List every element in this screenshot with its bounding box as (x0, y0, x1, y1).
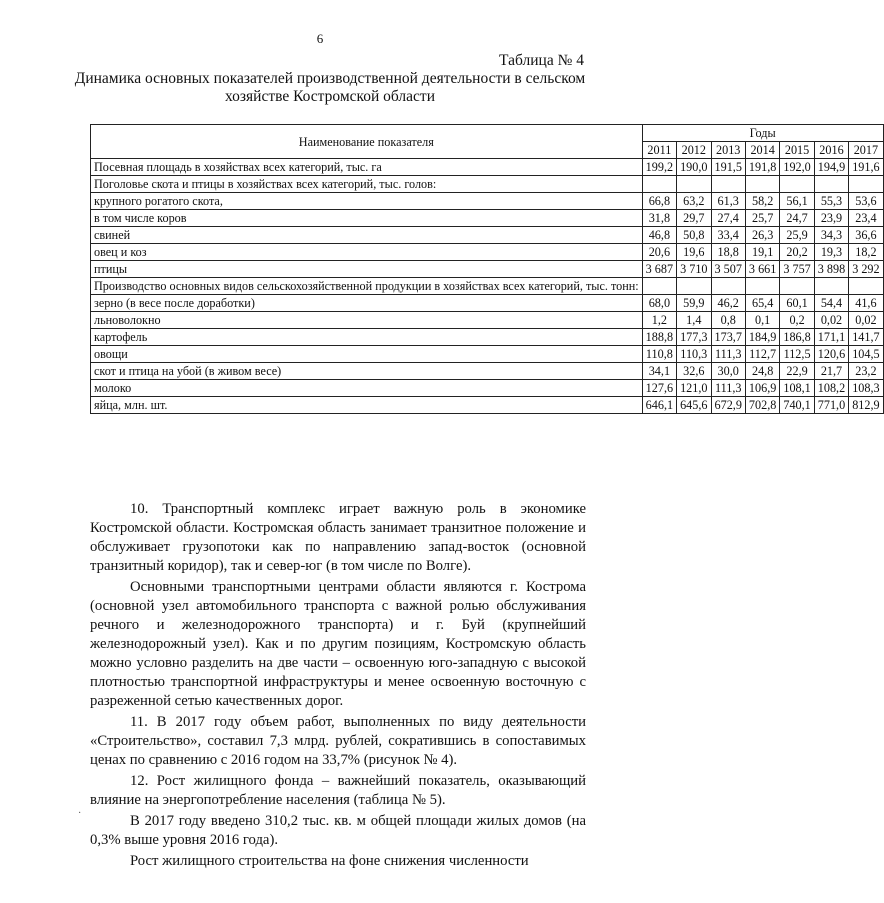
value-cell (677, 278, 711, 295)
value-cell: 34,1 (642, 363, 676, 380)
indicator-name-cell: яйца, млн. шт. (91, 397, 643, 414)
paragraph: 10. Транспортный комплекс играет важную роль в экономике Костромской области. Костромская область занимает транзитное положение и обслуживает грузопотоки как по направлению запад-восток (основной транзитный коридор), так и север-юг (в том числе по Волге). (90, 501, 586, 574)
value-cell: 68,0 (642, 295, 676, 312)
value-cell: 112,7 (745, 346, 779, 363)
table-body (91, 159, 884, 414)
value-cell: 34,3 (814, 227, 848, 244)
value-cell: 0,02 (849, 312, 883, 329)
paragraph: Рост жилищного строительства на фоне снижения численности (130, 853, 529, 869)
indicator-name-cell: овощи (91, 346, 643, 363)
value-cell: 1,4 (677, 312, 711, 329)
table-row (91, 363, 884, 380)
year-header-cell: 2013 (711, 142, 745, 159)
body-text (90, 500, 586, 873)
value-cell: 33,4 (711, 227, 745, 244)
value-cell (814, 176, 848, 193)
year-header-cell: 2017 (849, 142, 883, 159)
table-row (91, 176, 884, 193)
value-cell: 21,7 (814, 363, 848, 380)
value-cell: 171,1 (814, 329, 848, 346)
value-cell: 59,9 (677, 295, 711, 312)
value-cell: 702,8 (745, 397, 779, 414)
value-cell: 141,7 (849, 329, 883, 346)
indicator-name-cell: в том числе коров (91, 210, 643, 227)
value-cell: 3 757 (780, 261, 814, 278)
indicator-name-cell: молоко (91, 380, 643, 397)
value-cell: 66,8 (642, 193, 676, 210)
value-cell: 120,6 (814, 346, 848, 363)
value-cell: 19,6 (677, 244, 711, 261)
value-cell (780, 176, 814, 193)
value-cell: 0,8 (711, 312, 745, 329)
value-cell: 23,2 (849, 363, 883, 380)
value-cell: 53,6 (849, 193, 883, 210)
indicator-name-cell: Поголовье скота и птицы в хозяйствах всех категорий, тыс. голов: (91, 176, 643, 193)
table-row (91, 346, 884, 363)
value-cell: 191,6 (849, 159, 883, 176)
indicator-name-cell: Посевная площадь в хозяйствах всех категорий, тыс. га (91, 159, 643, 176)
value-cell: 26,3 (745, 227, 779, 244)
value-cell: 18,8 (711, 244, 745, 261)
value-cell: 29,7 (677, 210, 711, 227)
value-cell: 127,6 (642, 380, 676, 397)
indicator-name-cell: крупного рогатого скота, (91, 193, 643, 210)
value-cell: 645,6 (677, 397, 711, 414)
indicator-name-cell: картофель (91, 329, 643, 346)
table-row (91, 210, 884, 227)
value-cell: 31,8 (642, 210, 676, 227)
value-cell: 108,3 (849, 380, 883, 397)
value-cell: 3 507 (711, 261, 745, 278)
table-row (91, 227, 884, 244)
value-cell: 646,1 (642, 397, 676, 414)
value-cell: 56,1 (780, 193, 814, 210)
value-cell: 111,3 (711, 346, 745, 363)
value-cell: 104,5 (849, 346, 883, 363)
value-cell: 61,3 (711, 193, 745, 210)
value-cell: 108,1 (780, 380, 814, 397)
value-cell (711, 278, 745, 295)
value-cell: 55,3 (814, 193, 848, 210)
value-cell: 63,2 (677, 193, 711, 210)
value-cell: 3 292 (849, 261, 883, 278)
indicator-name-cell: Производство основных видов сельскохозяйственной продукции в хозяйствах всех категорий, тыс. тонн: (91, 278, 643, 295)
value-cell: 3 710 (677, 261, 711, 278)
table-row (91, 278, 884, 295)
value-cell: 32,6 (677, 363, 711, 380)
year-header-cell: 2011 (642, 142, 676, 159)
paragraph: В 2017 году введено 310,2 тыс. кв. м общей площади жилых домов (на 0,3% выше уровня 2016 года). (90, 813, 586, 848)
value-cell: 54,4 (814, 295, 848, 312)
value-cell: 36,6 (849, 227, 883, 244)
paragraph: 11. В 2017 году объем работ, выполненных по виду деятельности «Строительство», составил 7,3 млрд. рублей, сократившись в сопоставимых ценах по сравнению с 2016 годом на 33,7% (рисунок № 4). (90, 714, 586, 768)
value-cell (780, 278, 814, 295)
table-row (91, 397, 884, 414)
value-cell: 19,3 (814, 244, 848, 261)
value-cell (677, 176, 711, 193)
value-cell: 27,4 (711, 210, 745, 227)
value-cell: 190,0 (677, 159, 711, 176)
value-cell: 22,9 (780, 363, 814, 380)
value-cell: 812,9 (849, 397, 883, 414)
year-header-cell: 2012 (677, 142, 711, 159)
value-cell: 60,1 (780, 295, 814, 312)
value-cell: 186,8 (780, 329, 814, 346)
table-row (91, 244, 884, 261)
value-cell: 672,9 (711, 397, 745, 414)
value-cell: 184,9 (745, 329, 779, 346)
value-cell: 24,8 (745, 363, 779, 380)
value-cell (849, 176, 883, 193)
indicator-name-cell: зерно (в весе после доработки) (91, 295, 643, 312)
indicator-name-cell: скот и птица на убой (в живом весе) (91, 363, 643, 380)
value-cell: 19,1 (745, 244, 779, 261)
value-cell: 25,7 (745, 210, 779, 227)
indicator-name-header: Наименование показателя (91, 125, 643, 159)
value-cell: 58,2 (745, 193, 779, 210)
value-cell: 1,2 (642, 312, 676, 329)
value-cell: 191,5 (711, 159, 745, 176)
value-cell: 111,3 (711, 380, 745, 397)
paragraph: Основными транспортными центрами области являются г. Кострома (основной узел автомобильного транспорта с важной ролью обслуживания речного и железнодорожного транспорта) и г. Буй (крупнейший железнодорожный узел). Как и по другим позициям, Костромскую область можно условно разделить на две части – освоенную юго-западную с высокой плотностью транспортной инфраструктуры и менее освоенную восточную с разреженной сетью качественных дорог. (90, 579, 586, 709)
value-cell: 23,9 (814, 210, 848, 227)
value-cell: 0,02 (814, 312, 848, 329)
table-row (91, 261, 884, 278)
table-label: Таблица № 4 (499, 52, 584, 69)
value-cell: 740,1 (780, 397, 814, 414)
value-cell: 18,2 (849, 244, 883, 261)
value-cell: 0,2 (780, 312, 814, 329)
value-cell: 108,2 (814, 380, 848, 397)
value-cell (849, 278, 883, 295)
value-cell: 121,0 (677, 380, 711, 397)
table-row (91, 159, 884, 176)
value-cell: 3 898 (814, 261, 848, 278)
agriculture-indicators-table (90, 124, 884, 414)
margin-mark: · (78, 808, 82, 819)
table-row (91, 329, 884, 346)
value-cell: 188,8 (642, 329, 676, 346)
value-cell: 25,9 (780, 227, 814, 244)
value-cell: 65,4 (745, 295, 779, 312)
year-header-cell: 2014 (745, 142, 779, 159)
table-row (91, 295, 884, 312)
value-cell: 110,8 (642, 346, 676, 363)
value-cell: 194,9 (814, 159, 848, 176)
indicator-name-cell: овец и коз (91, 244, 643, 261)
value-cell: 46,2 (711, 295, 745, 312)
value-cell (814, 278, 848, 295)
value-cell: 20,6 (642, 244, 676, 261)
table-row (91, 193, 884, 210)
value-cell: 106,9 (745, 380, 779, 397)
value-cell: 3 661 (745, 261, 779, 278)
value-cell: 112,5 (780, 346, 814, 363)
year-header-cell: 2015 (780, 142, 814, 159)
indicator-name-cell: льноволокно (91, 312, 643, 329)
value-cell: 3 687 (642, 261, 676, 278)
value-cell (745, 176, 779, 193)
indicator-name-cell: свиней (91, 227, 643, 244)
value-cell: 30,0 (711, 363, 745, 380)
value-cell: 46,8 (642, 227, 676, 244)
value-cell: 24,7 (780, 210, 814, 227)
value-cell: 173,7 (711, 329, 745, 346)
table-title: Динамика основных показателей производственной деятельности в сельском хозяйстве Костромской области (74, 70, 586, 105)
table-row (91, 380, 884, 397)
value-cell: 50,8 (677, 227, 711, 244)
page-number: 6 (316, 31, 324, 46)
value-cell (745, 278, 779, 295)
indicator-name-cell: птицы (91, 261, 643, 278)
value-cell: 199,2 (642, 159, 676, 176)
value-cell (642, 176, 676, 193)
years-header: Годы (642, 125, 883, 142)
value-cell: 23,4 (849, 210, 883, 227)
year-header-cell: 2016 (814, 142, 848, 159)
value-cell: 177,3 (677, 329, 711, 346)
paragraph: 12. Рост жилищного фонда – важнейший показатель, оказывающий влияние на энергопотребление населения (таблица № 5). (90, 773, 586, 808)
value-cell: 192,0 (780, 159, 814, 176)
value-cell (711, 176, 745, 193)
value-cell: 0,1 (745, 312, 779, 329)
value-cell: 191,8 (745, 159, 779, 176)
value-cell: 110,3 (677, 346, 711, 363)
value-cell: 20,2 (780, 244, 814, 261)
value-cell (642, 278, 676, 295)
value-cell: 771,0 (814, 397, 848, 414)
table-row (91, 312, 884, 329)
value-cell: 41,6 (849, 295, 883, 312)
